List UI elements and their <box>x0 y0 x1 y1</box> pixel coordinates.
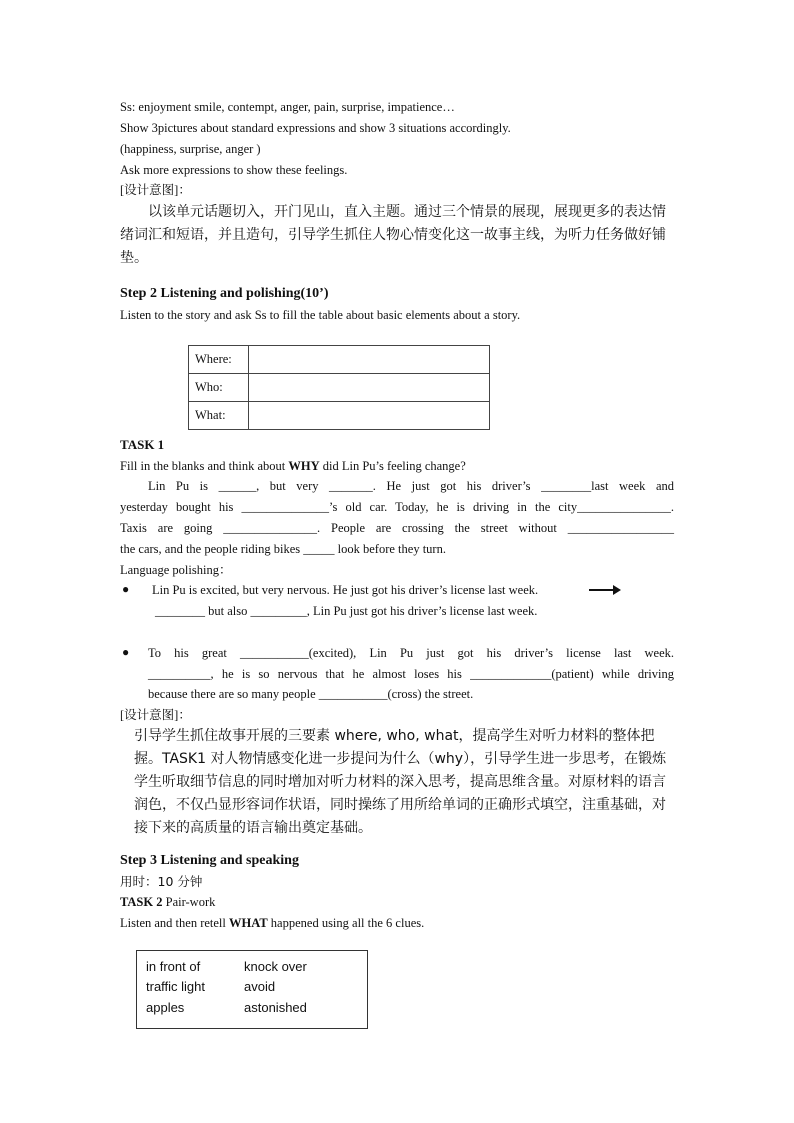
task2-instr-bold: WHAT <box>229 916 268 930</box>
task1-text-pre: Fill in the blanks and think about <box>120 459 289 473</box>
intro-line-2: Show 3pictures about standard expressions and show 3 situations accordingly. <box>120 121 511 135</box>
step3-heading: Step 3 Listening and speaking <box>120 853 299 868</box>
where-label: Where: <box>189 346 249 374</box>
clue: apples <box>146 1000 185 1015</box>
clue: knock over <box>244 959 307 974</box>
task2-instruction <box>120 915 424 931</box>
task1-instruction <box>120 458 466 474</box>
task1-text-bold: WHY <box>288 459 320 473</box>
intro-line-1: Ss: enjoyment smile, contempt, anger, pain, surprise, impatience… <box>120 100 455 114</box>
arrow-right-icon <box>589 589 619 591</box>
step2-instruction: Listen to the story and ask Ss to fill the table about basic elements about a story. <box>120 308 521 322</box>
clue: astonished <box>244 1000 307 1015</box>
bullet-1-line-2: ________ but also _________, Lin Pu just got his driver’s license last week. <box>155 604 538 618</box>
story-elements-table <box>188 345 490 430</box>
bullet-2-line-3: because there are so many people ___________(cross) the street. <box>148 687 474 701</box>
intro-line-3: (happiness, surprise, anger ) <box>120 142 261 156</box>
what-cell[interactable] <box>249 402 490 430</box>
task1-text-post: did Lin Pu’s feeling change? <box>319 459 466 473</box>
clue: traffic light <box>146 979 206 994</box>
task2-instr-pre: Listen and then retell <box>120 916 229 930</box>
bullet-2-line-1: To his great ___________(excited), Lin Pu just got his driver’s license last week. <box>148 646 674 660</box>
task2-label <box>120 894 215 910</box>
task1-label: TASK 1 <box>120 437 165 452</box>
who-cell[interactable] <box>249 374 490 402</box>
design-label-1: [设计意图]： <box>120 183 191 197</box>
bullet-2-line-2: __________, he is so nervous that he almost loses his _____________(patient) while driving <box>148 667 674 681</box>
task2-instr-post: happened using all the 6 clues. <box>267 916 425 930</box>
who-label: Who: <box>189 374 249 402</box>
step3-time: 用时：10 分钟 <box>120 874 203 889</box>
bullet-1-dot: ● <box>122 582 130 596</box>
blank-line-3: Taxis are going _______________. People are crossing the street without _________________ <box>120 521 674 535</box>
clue: in front of <box>146 959 201 974</box>
task2-label-bold: TASK 2 <box>120 895 163 909</box>
design-text-1: 以该单元话题切入，开门见山，直入主题。通过三个情景的展现，展现更多的表达情绪词汇和短语，并且造句，引导学生抓住人物心情变化这一故事主线，为听力任务做好铺垫。 <box>120 204 666 266</box>
clue-row <box>146 959 307 974</box>
design-label-2: [设计意图]： <box>120 708 191 722</box>
intro-line-4: Ask more expressions to show these feelings. <box>120 163 348 177</box>
clue: avoid <box>244 979 276 994</box>
bullet-2-dot: ● <box>122 645 130 659</box>
design-text-2: 引导学生抓住故事开展的三要素 where, who, what，提高学生对听力材料的整体把握。TASK1 对人物情感变化进一步提问为什么（why），引导学生进一步思考，在锻炼学生听取细节信息的同时增加对听力材料的深入思考，提高思维含量。对原材料的语言润色，不仅凸显形容词作状语，同时操练了用所给单词的正确形式填空，注重基础，对接下来的高质量的语言输出奠定基础。 <box>134 728 667 836</box>
polish-label: Language polishing： <box>120 563 232 577</box>
blank-line-2: yesterday bought his ______________’s old car. Today, he is driving in the city_______________. <box>120 500 674 514</box>
blank-line-4: the cars, and the people riding bikes _____ look before they turn. <box>120 542 446 556</box>
where-cell[interactable] <box>249 346 490 374</box>
clue-row <box>146 979 275 994</box>
table-row <box>189 374 490 402</box>
step2-heading: Step 2 Listening and polishing(10’) <box>120 286 329 301</box>
what-label: What: <box>189 402 249 430</box>
clue-row <box>146 1000 307 1015</box>
clues-box <box>136 950 368 1029</box>
table-row <box>189 346 490 374</box>
blank-line-1: Lin Pu is ______, but very _______. He just got his driver’s ________last week and <box>148 479 674 493</box>
table-row <box>189 402 490 430</box>
task2-suffix: Pair-work <box>162 895 216 909</box>
bullet-1-line-1: Lin Pu is excited, but very nervous. He just got his driver’s license last week. <box>152 583 539 597</box>
